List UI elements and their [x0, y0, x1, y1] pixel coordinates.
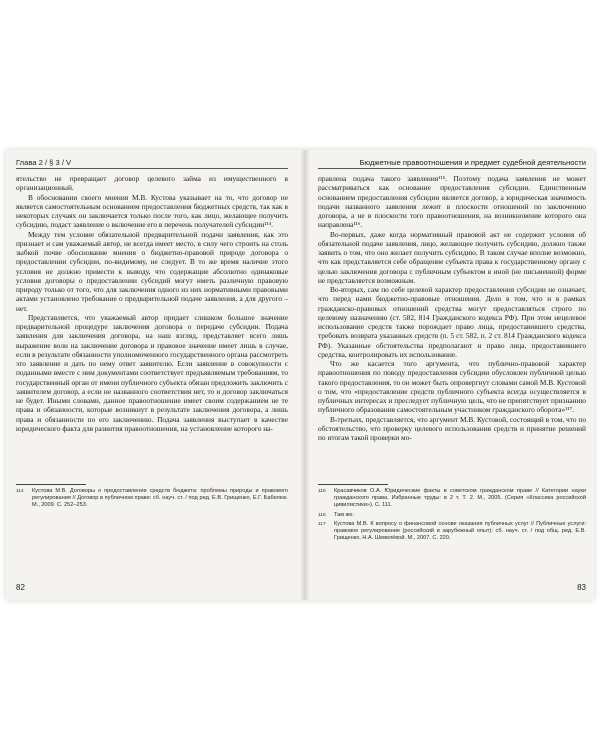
left-page-number: 82: [16, 583, 25, 592]
paragraph: В-третьих, представляется, что аргумент М.В. Кустовой, состоящий в том, что по обстоятельство, что проверку целевого использования средств и принятие решений по итогам такой проверки мо-: [318, 414, 586, 442]
footnote-rule: [16, 484, 86, 485]
paragraph: Представляется, что уважаемый автор придает слишком большое значение предварительной процедуре заключения договора о передаче субсидии. Подача заявления для заключения договора, на наш взгляд, представляет всего лишь выражение воли на заключение договора и правовое значение имеет лишь в случае, если в результате обязанности уполномоченного государственного органа рассмотреть это заявление и дать по нему ответ заявителю. Если заявление в совокупности с поданными вместе с ним документами соответствует предъявляемым требованиям, то государственный орган от имени публичного субъекта обязан предложить заключить с заявителем договор, а если не названного соответствия нет, то и договор заключаться не будет. Иными словами, данное правоотношение имеет своим содержанием не те права и обязанности, которые возникнут в результате заключения договора, а лишь права и обязанности по его заключению. Подача заявления выступает в качестве юридического факта для развития правоотношения, на установление которого на-: [16, 312, 288, 433]
left-footnotes: [16, 484, 288, 512]
paragraph: правлена подача такого заявления¹¹⁵. Поэтому подача заявления не может рассматриваться как основание предоставления субсидии. Единственным основанием предоставления субсидии является договор, а юридическая значимость подачи названного заявления лежит в плоскости отношений по заключению договора, а не в плоскости того правоотношения, на возникновение которого она направлена¹¹⁶.: [318, 174, 586, 230]
section-title: Бюджетные правоотношения и предмет судебной деятельности: [359, 158, 586, 167]
right-body-text: [318, 174, 586, 442]
right-page: [318, 158, 586, 592]
book-fold: [300, 150, 310, 600]
footnote-number: 117: [318, 521, 326, 527]
left-body-text: [16, 174, 288, 433]
footnote-text: Кустова М.В. Договоры о предоставлении средств бюджета: проблемы природы и правового регулирования // Договор в публичном праве: сб. науч. ст. / под ред. Е.В. Грищенко, Е.Г. Бабелюк. М., 2009. С. 252–253.: [32, 488, 288, 509]
footnote-text: Там же.: [334, 511, 355, 518]
paragraph: Во-первых, даже когда нормативный правовой акт не содержит условия об обязательной подаче заявления, лицо, желающее получить субсидию, должно также заявить о том, что оно желает получить субсидию. В таком случае вполне возможно, что как представляется себе обращение субъекта права к государственному органу с целью заключения договора с публичным субъектом в иной (не письменной) форме не представляется возможным.: [318, 229, 586, 285]
paragraph: Что же касается того аргумента, что публично-правовой характер правоотношения по поводу предоставления субсидии обусловлен публичной целью такого предоставления, то он может быть опровергнут словами самой М.В. Кустовой о том, что «предоставление средств публичного субъекта всегда осуществляется в публичных интересах и преследует публичную цель, что не препятствует признанию публичного образования самостоятельным участником гражданского оборота»¹¹⁷.: [318, 359, 586, 415]
paragraph: Во-вторых, сам по себе целевой характер предоставления субсидии не означает, что перед нами бюджетно-правовые отношения. Дело в том, что и в рамках гражданско-правовых отношений средства могут предоставляться строго по целевому назначению (ст. 582, 814 Гражданского кодекса РФ). При этом нецелевое использование средств также порождает право лица, предоставившего средства, требовать возврата указанных средств (п. 5 ст. 582, п. 2 ст. 814 Гражданского кодекса РФ). Указанные обстоятельства предполагают и право лица, предоставившего средства, контролировать их использование.: [318, 285, 586, 359]
footnote: [318, 488, 586, 510]
left-page: [16, 158, 288, 592]
right-footnotes: [318, 484, 586, 544]
footnote-text: Кустова М.В. К вопросу о финансовой основе оказания публичных услуг // Публичные услуги: правовое регулирование (российский и зарубежный опыт): сб. науч. ст. / под общ. ред. Е.В. Грищенко, Н.А. Шевелёвой. М., 2007. С. 220.: [334, 520, 586, 542]
book-spread: [6, 150, 594, 600]
footnote-number: 114: [16, 489, 24, 494]
footnote: [318, 512, 586, 519]
paragraph: Между тем условие обязательной предварительной подачи заявления, как это признает и сам уважаемый автор, не всегда имеет место, в силу чего строить на столь зыбкой почве обоснование мнения о бюджетно-правовой природе договора о предоставлении субсидии, по-видимому, не следует. В то же время наличие этого условия не должно привести к выводу, что содержащие абсолютно одинаковые условия договоры о предоставлении субсидий могут иметь различную правовую природу только от того, что для заключения одного из них нормативными правовыми актами установлено требование о предварительной подаче заявления, а для другого – нет.: [16, 229, 288, 313]
right-page-number: 83: [577, 583, 586, 592]
left-running-head: [16, 158, 288, 169]
footnote-rule: [318, 484, 388, 485]
footnote-number: 115: [318, 489, 326, 494]
footnote-text: Красавчиков О.А. Юридические факты в советском гражданском праве // Категории науки гражданского права. Избранные труды: в 2 т. Т. 2. М., 2005. (Серия «Классика российской цивилистики»). С. 111.: [334, 488, 586, 509]
footnote: [318, 521, 586, 543]
paragraph: ятельство не превращает договор целевого займа из имущественного в организационный.: [16, 174, 288, 193]
paragraph: В обосновании своего мнения М.В. Кустова указывает на то, что договор не является самостоятельным основанием предоставления бюджетных средств, так как в некоторых случаях он заключается только после того, как лицо, желающее получить субсидию, подаст заявление о включение его в перечень получателей субсидии¹¹⁴.: [16, 192, 288, 230]
right-running-head: [318, 158, 586, 169]
footnote: [16, 488, 288, 510]
footnote-number: 116: [318, 512, 326, 518]
chapter-marker: Глава 2 / § 3 / V: [16, 158, 72, 167]
